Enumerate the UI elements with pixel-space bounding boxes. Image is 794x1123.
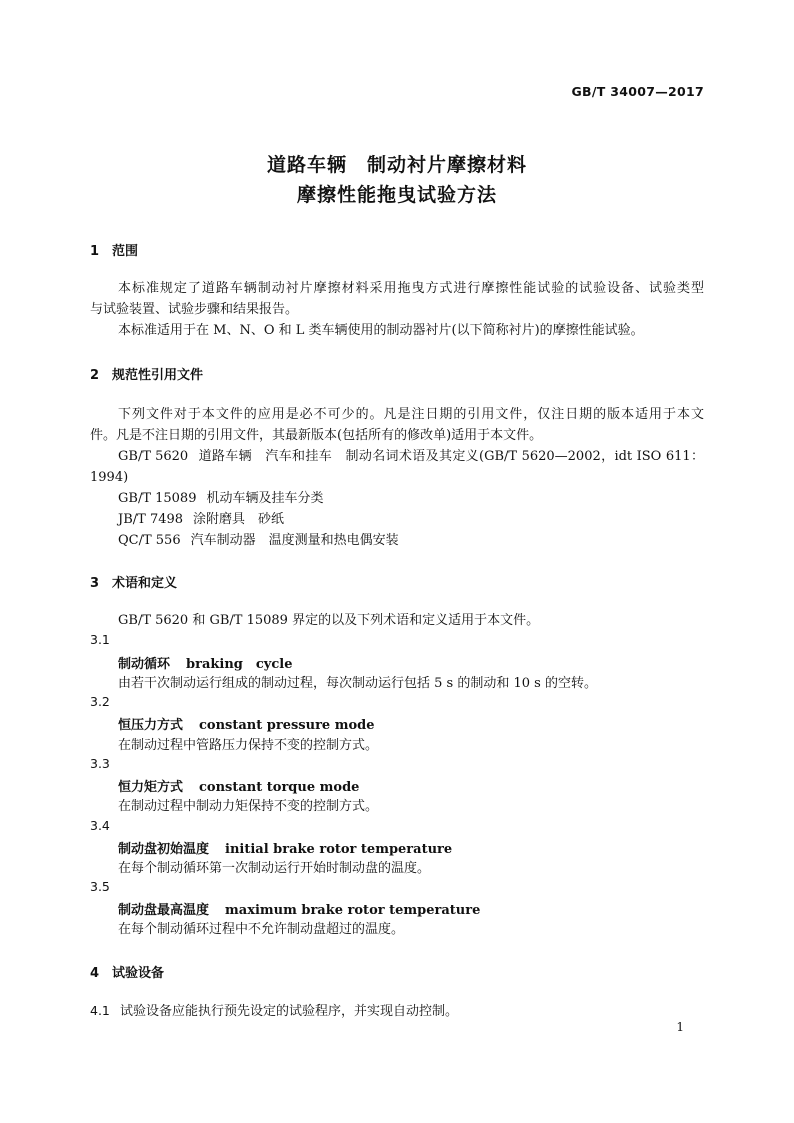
- term-zh: 恒力矩方式: [118, 780, 184, 795]
- clause-4-1: [90, 1000, 458, 1022]
- reference-title: 汽车制动器 温度测量和热电偶安装: [190, 533, 399, 548]
- section-title: 规范性引用文件: [112, 368, 204, 383]
- reference-item: [118, 488, 324, 509]
- term-number: 3.1: [90, 632, 110, 647]
- term-en: braking cycle: [186, 657, 293, 672]
- reference-item: [118, 509, 284, 530]
- section-number: 4: [90, 966, 100, 981]
- reference-item: [118, 446, 704, 467]
- term-en: initial brake rotor temperature: [225, 842, 453, 857]
- section-4-heading: [90, 962, 164, 981]
- section-title: 术语和定义: [112, 576, 178, 591]
- term-zh: 制动盘最高温度: [118, 903, 210, 918]
- term-zh: 制动盘初始温度: [118, 842, 210, 857]
- term-zh: 恒压力方式: [118, 718, 184, 733]
- reference-item-cont: 1994): [90, 470, 129, 485]
- page-number: 1: [676, 1020, 684, 1034]
- references-paragraph-cont: 件。凡是不注日期的引用文件，其最新版本(包括所有的修改单)适用于本文件。: [90, 428, 543, 443]
- reference-code: QC/T 556: [118, 533, 181, 548]
- term-definition: 由若干次制动运行组成的制动过程，每次制动运行包括 5 s 的制动和 10 s 的空转。: [118, 676, 597, 691]
- term-definition: 在制动过程中制动力矩保持不变的控制方式。: [118, 799, 379, 814]
- section-number: 1: [90, 244, 100, 259]
- reference-title: 道路车辆 汽车和挂车 制动名词术语及其定义(GB/T 5620—2002，idt ISO 611：: [198, 449, 704, 464]
- document-title-line1: 道路车辆 制动衬片摩擦材料: [266, 154, 527, 176]
- term-heading: [118, 838, 452, 857]
- section-number: 3: [90, 576, 100, 591]
- section-2-heading: [90, 364, 203, 383]
- term-heading: [118, 899, 480, 918]
- reference-item: [118, 530, 399, 551]
- section-3-heading: [90, 572, 177, 591]
- section-number: 2: [90, 368, 100, 383]
- scope-paragraph-1-cont: 与试验装置、试验步骤和结果报告。: [90, 302, 299, 317]
- term-definition: 在每个制动循环第一次制动运行开始时制动盘的温度。: [118, 861, 431, 876]
- section-title: 试验设备: [112, 966, 165, 981]
- term-number: 3.5: [90, 879, 110, 894]
- reference-title: 涂附磨具 砂纸: [193, 512, 285, 527]
- scope-paragraph-2: 本标准适用于在 M、N、O 和 L 类车辆使用的制动器衬片(以下简称衬片)的摩擦性能试验。: [118, 323, 644, 338]
- section-1-heading: [90, 240, 138, 259]
- clause-number: 4.1: [90, 1003, 110, 1018]
- term-number: 3.4: [90, 818, 110, 833]
- term-zh: 制动循环: [118, 657, 171, 672]
- term-heading: [118, 776, 359, 795]
- term-heading: [118, 653, 292, 672]
- term-number: 3.3: [90, 756, 110, 771]
- terms-intro: GB/T 5620 和 GB/T 15089 界定的以及下列术语和定义适用于本文件。: [118, 613, 540, 628]
- standard-number: GB/T 34007—2017: [571, 84, 704, 99]
- term-en: constant pressure mode: [199, 718, 375, 733]
- term-definition: 在制动过程中管路压力保持不变的控制方式。: [118, 738, 379, 753]
- clause-text: 试验设备应能执行预先设定的试验程序，并实现自动控制。: [120, 1004, 459, 1019]
- section-title: 范围: [112, 244, 139, 259]
- scope-paragraph-1: 本标准规定了道路车辆制动衬片摩擦材料采用拖曳方式进行摩擦性能试验的试验设备、试验类型: [118, 281, 704, 296]
- term-definition: 在每个制动循环过程中不允许制动盘超过的温度。: [118, 922, 405, 937]
- reference-code: JB/T 7498: [118, 512, 184, 527]
- term-heading: [118, 714, 375, 733]
- document-title-line2: 摩擦性能拖曳试验方法: [296, 184, 497, 206]
- references-paragraph: 下列文件对于本文件的应用是必不可少的。凡是注日期的引用文件，仅注日期的版本适用于本文: [118, 407, 704, 422]
- term-en: constant torque mode: [199, 780, 360, 795]
- reference-title: 机动车辆及挂车分类: [206, 491, 324, 506]
- term-en: maximum brake rotor temperature: [225, 903, 481, 918]
- term-number: 3.2: [90, 694, 110, 709]
- reference-code: GB/T 5620: [118, 449, 189, 464]
- reference-code: GB/T 15089: [118, 491, 197, 506]
